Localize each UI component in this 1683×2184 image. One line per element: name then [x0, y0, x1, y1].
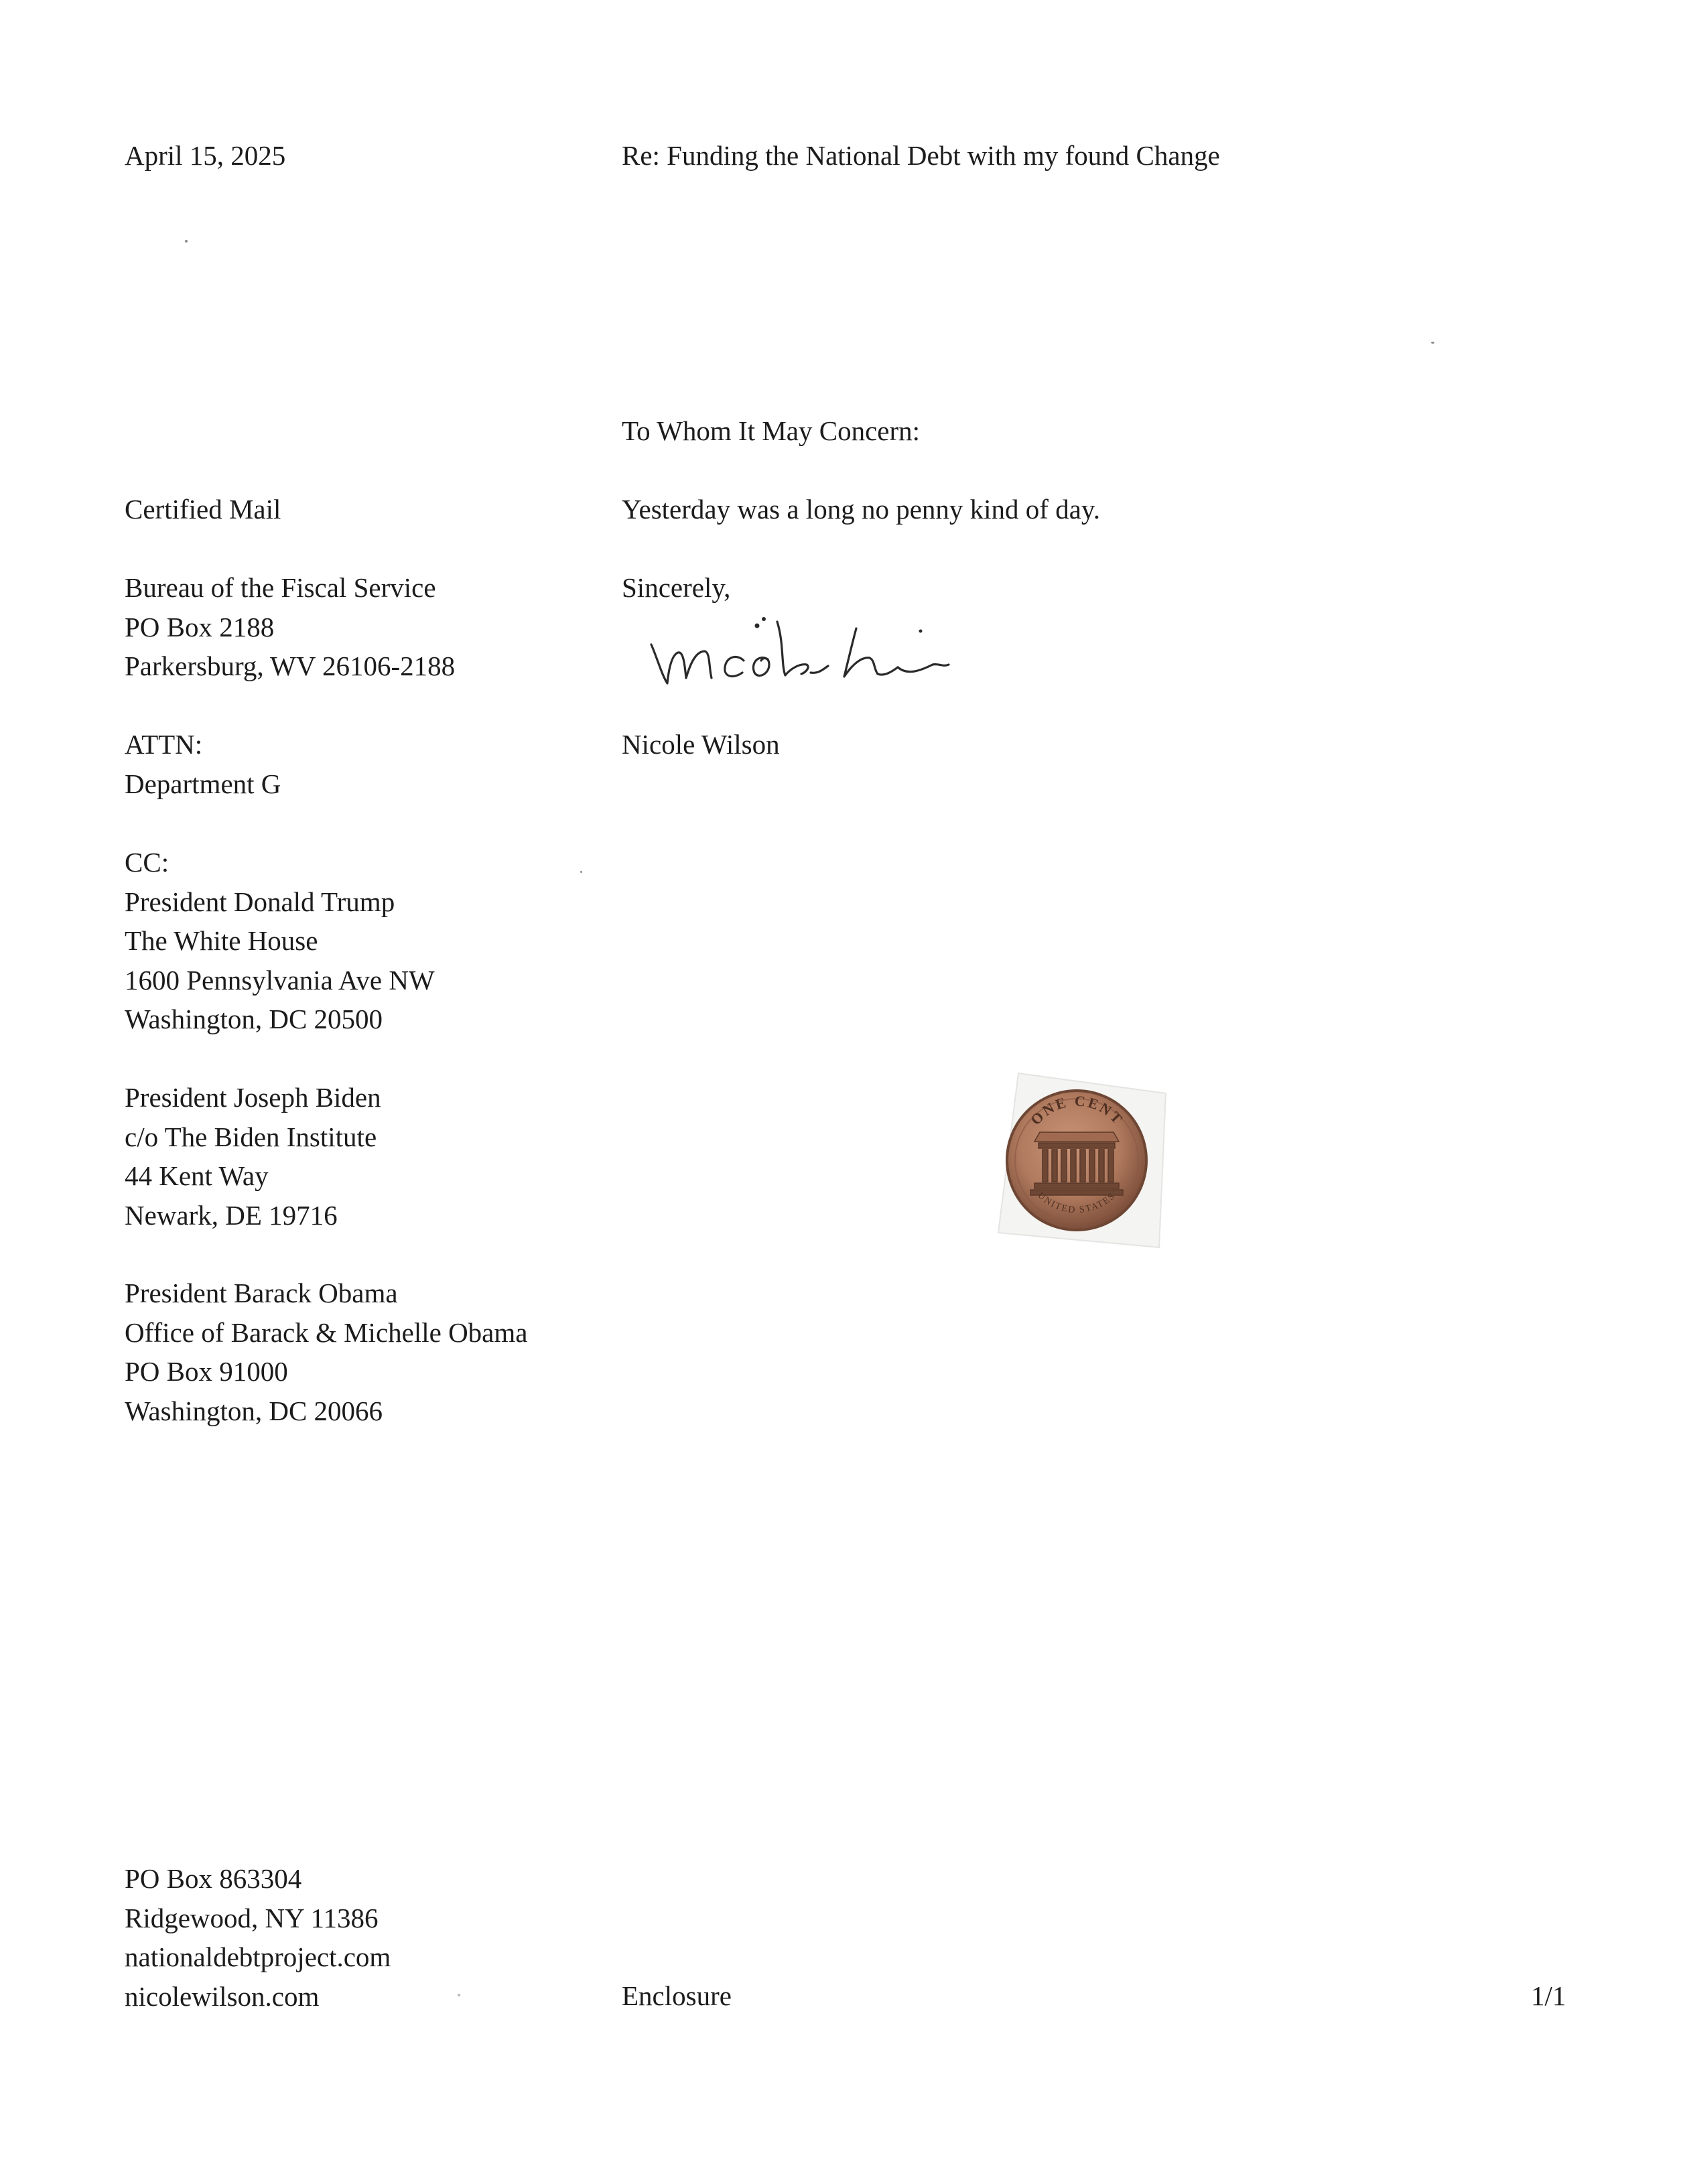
taped-penny	[965, 1059, 1186, 1259]
penny-inscription-bottom: UNITED STATES	[1035, 1190, 1118, 1216]
penny-inscription-top: ONE CENT	[1027, 1092, 1128, 1129]
handwritten-signature	[643, 603, 992, 703]
scan-speck	[1431, 342, 1434, 344]
scan-speck	[185, 240, 188, 243]
sender-footer	[125, 1859, 391, 2016]
signer-name: Nicole Wilson	[622, 729, 780, 760]
cc-block-trump	[125, 843, 435, 1039]
penny-image	[965, 1059, 1186, 1259]
cc-line: Newark, DE 19716	[125, 1199, 338, 1231]
attn-department: Department G	[125, 768, 281, 799]
cc-line: Office of Barack & Michelle Obama	[125, 1316, 528, 1348]
recipient-name: Bureau of the Fiscal Service	[125, 572, 436, 603]
cc-line: PO Box 91000	[125, 1356, 288, 1387]
cc-block-biden	[125, 1078, 381, 1235]
sender-website: nationaldebtproject.com	[125, 1941, 391, 1972]
cc-line: Washington, DC 20500	[125, 1004, 383, 1034]
sender-po-box: PO Box 863304	[125, 1863, 302, 1894]
cc-name: President Donald Trump	[125, 886, 395, 917]
cc-line: Washington, DC 20066	[125, 1395, 383, 1426]
cc-label: CC:	[125, 847, 170, 878]
mail-type: Certified Mail	[125, 494, 281, 525]
scan-speck	[458, 1994, 460, 1996]
cc-line: 1600 Pennsylvania Ave NW	[125, 964, 435, 996]
attn-label: ATTN:	[125, 729, 203, 760]
recipient-city: Parkersburg, WV 26106-2188	[125, 651, 456, 681]
cc-line: c/o The Biden Institute	[125, 1121, 377, 1152]
letter-body: Yesterday was a long no penny kind of day.	[622, 494, 1100, 525]
cc-line: The White House	[125, 925, 318, 956]
cc-name: President Joseph Biden	[125, 1082, 381, 1113]
salutation: To Whom It May Concern:	[622, 415, 921, 446]
letter-date: April 15, 2025	[125, 140, 286, 171]
recipient-address	[125, 568, 455, 686]
recipient-po-box: PO Box 2188	[125, 611, 275, 642]
sender-website: nicolewilson.com	[125, 1980, 320, 2012]
enclosure-note: Enclosure	[622, 1980, 732, 2011]
cc-line: 44 Kent Way	[125, 1160, 269, 1191]
cc-name: President Barack Obama	[125, 1278, 398, 1308]
closing: Sincerely,	[622, 572, 731, 603]
page-number: 1/1	[1531, 1980, 1566, 2011]
attn-block	[125, 725, 281, 803]
cc-block-obama	[125, 1274, 527, 1430]
letter-subject: Re: Funding the National Debt with my found Change	[622, 140, 1220, 171]
sender-city: Ridgewood, NY 11386	[125, 1902, 379, 1933]
scan-speck	[580, 871, 582, 873]
